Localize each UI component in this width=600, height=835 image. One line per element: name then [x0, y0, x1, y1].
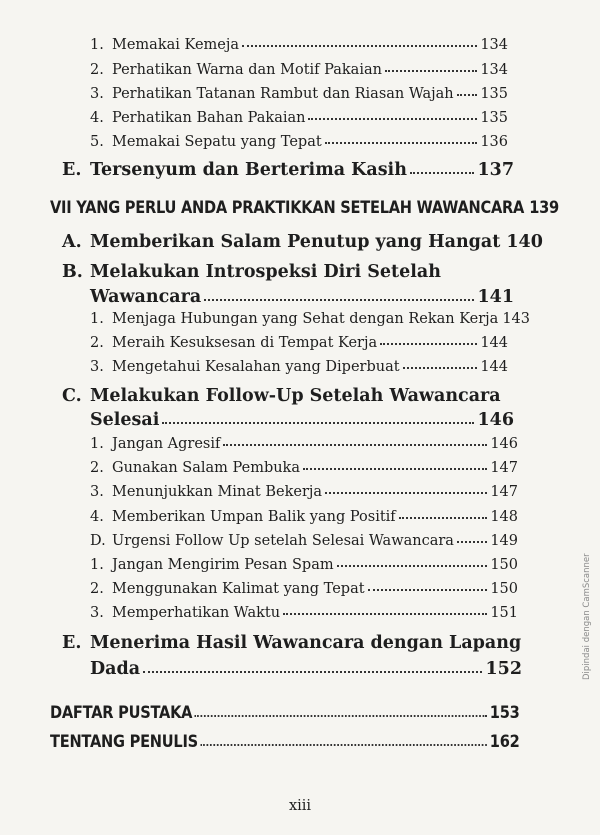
chapter-title: VII YANG PERLU ANDA PRAKTIKKAN SETELAH WAWANCARA — [50, 198, 525, 218]
toc-chapter — [50, 198, 559, 218]
entry-page: 146 — [490, 436, 518, 452]
backmatter-page: 153 — [489, 703, 520, 723]
entry-number: 4. — [90, 110, 104, 126]
toc-entry — [90, 134, 508, 150]
entry-number: D. — [90, 533, 106, 549]
entry-number: 3. — [90, 359, 104, 375]
section-title: Memberikan Salam Penutup yang Hangat — [90, 232, 501, 252]
dot-leader — [380, 343, 477, 345]
toc-section — [90, 287, 514, 307]
entry-number: 4. — [90, 509, 104, 525]
toc-entry — [90, 484, 518, 500]
dot-leader — [195, 715, 487, 717]
section-page: 152 — [485, 659, 522, 679]
entry-page: 150 — [490, 581, 518, 597]
entry-number: 3. — [90, 605, 104, 621]
section-title: Melakukan Follow-Up Setelah Wawancara — [90, 386, 501, 406]
section-page: 140 — [506, 232, 543, 252]
entry-page: 143 — [502, 311, 530, 327]
entry-number: 1. — [90, 37, 104, 53]
entry-title: Memakai Kemeja — [112, 37, 239, 53]
toc-entry — [90, 605, 518, 621]
entry-title: Memakai Sepatu yang Tepat — [112, 134, 322, 150]
dot-leader — [457, 541, 487, 543]
toc-entry — [90, 533, 518, 549]
scanner-watermark: Dipindai dengan CamScanner — [582, 553, 592, 680]
entry-title: Gunakan Salam Pembuka — [112, 460, 300, 476]
dot-leader — [242, 45, 477, 47]
entry-number: 2. — [90, 581, 104, 597]
entry-title: Memberikan Umpan Balik yang Positif — [112, 509, 396, 525]
entry-page: 134 — [480, 62, 508, 78]
entry-page: 135 — [480, 86, 508, 102]
toc-entry — [90, 581, 518, 597]
toc-entry — [90, 509, 518, 525]
dot-leader — [143, 671, 482, 673]
section-title: Menerima Hasil Wawancara dengan Lapang — [90, 633, 522, 653]
entry-title: Menunjukkan Minat Bekerja — [112, 484, 323, 500]
section-label: E. — [62, 633, 82, 653]
toc-entry — [90, 359, 508, 375]
dot-leader — [223, 444, 487, 446]
entry-title: Perhatikan Warna dan Motif Pakaian — [112, 62, 382, 78]
entry-number: 1. — [90, 311, 104, 327]
dot-leader — [283, 613, 487, 615]
toc-section-line1 — [62, 262, 441, 282]
entry-number: 3. — [90, 86, 104, 102]
section-label: B. — [62, 262, 83, 282]
dot-leader — [457, 94, 478, 96]
entry-page: 134 — [480, 37, 508, 53]
section-page: 146 — [477, 410, 514, 430]
section-label: E. — [62, 160, 82, 180]
toc-section — [62, 160, 514, 180]
entry-title: Menjaga Hubungan yang Sehat dengan Rekan Kerja — [112, 311, 499, 327]
dot-leader — [303, 468, 487, 470]
toc-entry — [90, 311, 530, 327]
toc-entry — [90, 460, 518, 476]
section-title-cont: Dada — [90, 659, 141, 679]
chapter-page: 139 — [529, 198, 559, 218]
section-page: 137 — [477, 160, 514, 180]
entry-number: 2. — [90, 62, 104, 78]
toc-section — [90, 410, 514, 430]
toc-backmatter — [50, 703, 520, 723]
entry-page: 147 — [490, 484, 518, 500]
toc-entry — [90, 37, 508, 53]
toc-entry — [90, 436, 518, 452]
dot-leader — [399, 517, 488, 519]
entry-number: 3. — [90, 484, 104, 500]
dot-leader — [403, 367, 478, 369]
dot-leader — [325, 142, 478, 144]
entry-title: Perhatikan Bahan Pakaian — [112, 110, 306, 126]
entry-page: 148 — [490, 509, 518, 525]
entry-page: 150 — [490, 557, 518, 573]
section-title-cont: Selesai — [90, 410, 160, 430]
section-title: Tersenyum dan Berterima Kasih — [90, 160, 407, 180]
page-number: xiii — [288, 798, 312, 814]
section-page: 141 — [477, 287, 514, 307]
entry-page: 144 — [480, 335, 508, 351]
entry-title: Jangan Agresif — [112, 436, 221, 452]
entry-page: 135 — [480, 110, 508, 126]
entry-page: 144 — [480, 359, 508, 375]
toc-entry — [90, 557, 518, 573]
toc-section — [62, 232, 543, 252]
toc-entry — [90, 110, 508, 126]
toc-entry — [90, 62, 508, 78]
dot-leader — [337, 565, 488, 567]
dot-leader — [410, 172, 475, 174]
dot-leader — [368, 589, 488, 591]
entry-title: Meraih Kesuksesan di Tempat Kerja — [112, 335, 378, 351]
dot-leader — [204, 299, 474, 301]
section-title: Melakukan Introspeksi Diri Setelah — [90, 262, 441, 282]
backmatter-title: TENTANG PENULIS — [50, 732, 198, 752]
entry-title: Perhatikan Tatanan Rambut dan Riasan Wajah — [112, 86, 454, 102]
entry-title: Memperhatikan Waktu — [112, 605, 281, 621]
toc-entry — [90, 335, 508, 351]
entry-page: 147 — [490, 460, 518, 476]
entry-number: 2. — [90, 460, 104, 476]
section-label: A. — [62, 232, 82, 252]
backmatter-page: 162 — [489, 732, 520, 752]
entry-page: 151 — [490, 605, 518, 621]
entry-title: Urgensi Follow Up setelah Selesai Wawancara — [112, 533, 454, 549]
toc-entry — [90, 86, 508, 102]
entry-number: 2. — [90, 335, 104, 351]
toc-backmatter — [50, 732, 520, 752]
dot-leader — [325, 492, 487, 494]
section-label: C. — [62, 386, 82, 406]
toc-section-line1 — [62, 386, 501, 406]
toc-section — [90, 659, 522, 679]
entry-page: 149 — [490, 533, 518, 549]
entry-title: Mengetahui Kesalahan yang Diperbuat — [112, 359, 400, 375]
entry-number: 1. — [90, 557, 104, 573]
dot-leader — [308, 118, 477, 120]
entry-number: 5. — [90, 134, 104, 150]
entry-title: Menggunakan Kalimat yang Tepat — [112, 581, 365, 597]
backmatter-title: DAFTAR PUSTAKA — [50, 703, 193, 723]
section-title-cont: Wawancara — [90, 287, 202, 307]
toc-section-line1 — [62, 633, 521, 653]
entry-page: 136 — [480, 134, 508, 150]
dot-leader — [162, 422, 474, 424]
entry-number: 1. — [90, 436, 104, 452]
entry-title: Jangan Mengirim Pesan Spam — [112, 557, 334, 573]
dot-leader — [200, 744, 487, 746]
dot-leader — [385, 70, 477, 72]
